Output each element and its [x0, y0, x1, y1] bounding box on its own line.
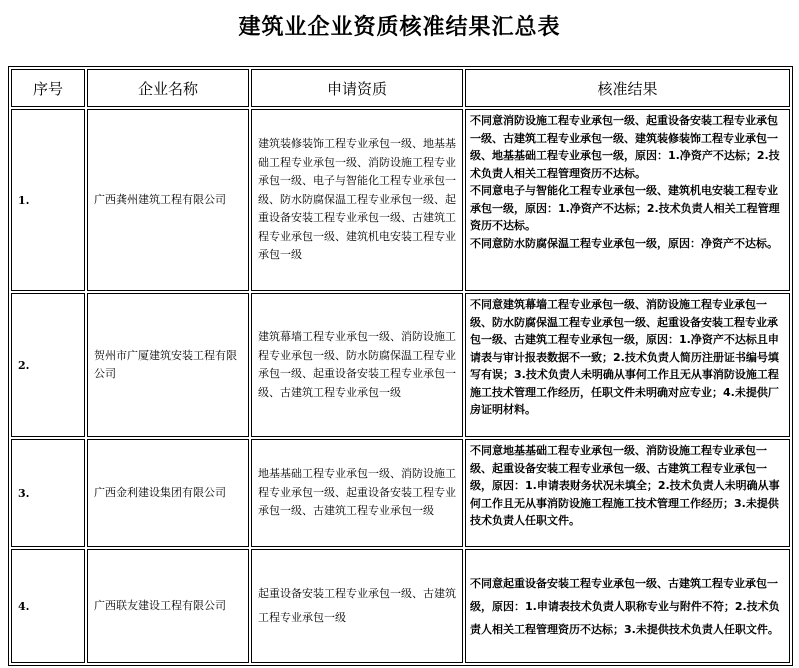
row-seq: 2. [11, 293, 85, 437]
row-company: 广西联友建设工程有限公司 [87, 549, 249, 663]
row-seq: 4. [11, 549, 85, 663]
result-paragraph: 不同意建筑幕墙工程专业承包一级、消防设施工程专业承包一级、防水防腐保温工程专业承包一级、起重设备安装工程专业承包一级、古建筑工程专业承包一级，原因：1.净资产不达标且申请表与审计报表数据不一致；2.技术负责人简历注册证书编号填写有误；3.技术负责人未明确从事何工作且无从事消防设施工程施工技术管理工作经历，任职文件未明确对应专业；4.未提供厂房证明材料。 [470, 298, 779, 416]
row-apply: 建筑幕墙工程专业承包一级、消防设施工程专业承包一级、防水防腐保温工程专业承包一级、起重设备安装工程专业承包一级、古建筑工程专业承包一级 [251, 293, 463, 437]
page-title: 建筑业企业资质核准结果汇总表 [238, 14, 561, 40]
result-paragraph: 不同意消防设施工程专业承包一级、起重设备安装工程专业承包一级、古建筑工程专业承包一级、建筑装修装饰工程专业承包一级、地基基础工程专业承包一级，原因：1.净资产不达标；2.技术负责人相关工程管理资历不达标。 [470, 114, 780, 180]
table-row [11, 109, 790, 291]
qualification-results-table [8, 66, 793, 666]
header-company: 企业名称 [87, 69, 249, 107]
table-row [11, 293, 790, 437]
header-apply: 申请资质 [251, 69, 463, 107]
header-result: 核准结果 [465, 69, 790, 107]
row-result [465, 293, 790, 437]
row-apply: 起重设备安装工程专业承包一级、古建筑工程专业承包一级 [251, 549, 463, 663]
header-seq: 序号 [11, 69, 85, 107]
row-seq: 3. [11, 439, 85, 547]
row-company: 贺州市广厦建筑安装工程有限公司 [87, 293, 249, 437]
result-paragraph: 不同意防水防腐保温工程专业承包一级，原因：净资产不达标。 [470, 236, 778, 250]
row-seq: 1. [11, 109, 85, 291]
result-paragraph: 不同意起重设备安装工程专业承包一级、古建筑工程专业承包一级，原因：1.申请表技术负责人职称专业与附件不符；2.技术负责人相关工程管理资历不达标；3.未提供技术负责人任职文件。 [470, 576, 780, 636]
table-row [11, 439, 790, 547]
result-paragraph: 不同意地基基础工程专业承包一级、消防设施工程专业承包一级、起重设备安装工程专业承包一级、古建筑工程专业承包一级，原因：1.申请表财务状况未填全；2.技术负责人未明确从事何工作且无从事消防设施工程施工技术管理工作经历；3.未提供技术负责人任职文件。 [470, 444, 780, 527]
table-row [11, 549, 790, 663]
row-result [465, 549, 790, 663]
row-company: 广西金利建设集团有限公司 [87, 439, 249, 547]
row-company: 广西龚州建筑工程有限公司 [87, 109, 249, 291]
row-apply: 地基基础工程专业承包一级、消防设施工程专业承包一级、起重设备安装工程专业承包一级、古建筑工程专业承包一级 [251, 439, 463, 547]
row-result [465, 439, 790, 547]
row-result [465, 109, 790, 291]
row-apply: 建筑装修装饰工程专业承包一级、地基基础工程专业承包一级、消防设施工程专业承包一级、电子与智能化工程专业承包一级、防水防腐保温工程专业承包一级、起重设备安装工程专业承包一级、古建筑工程专业承包一级、建筑机电安装工程专业承包一级 [251, 109, 463, 291]
table-header-row [11, 69, 790, 107]
result-paragraph: 不同意电子与智能化工程专业承包一级、建筑机电安装工程专业承包一级，原因：1.净资产不达标；2.技术负责人相关工程管理资历不达标。 [470, 184, 780, 232]
